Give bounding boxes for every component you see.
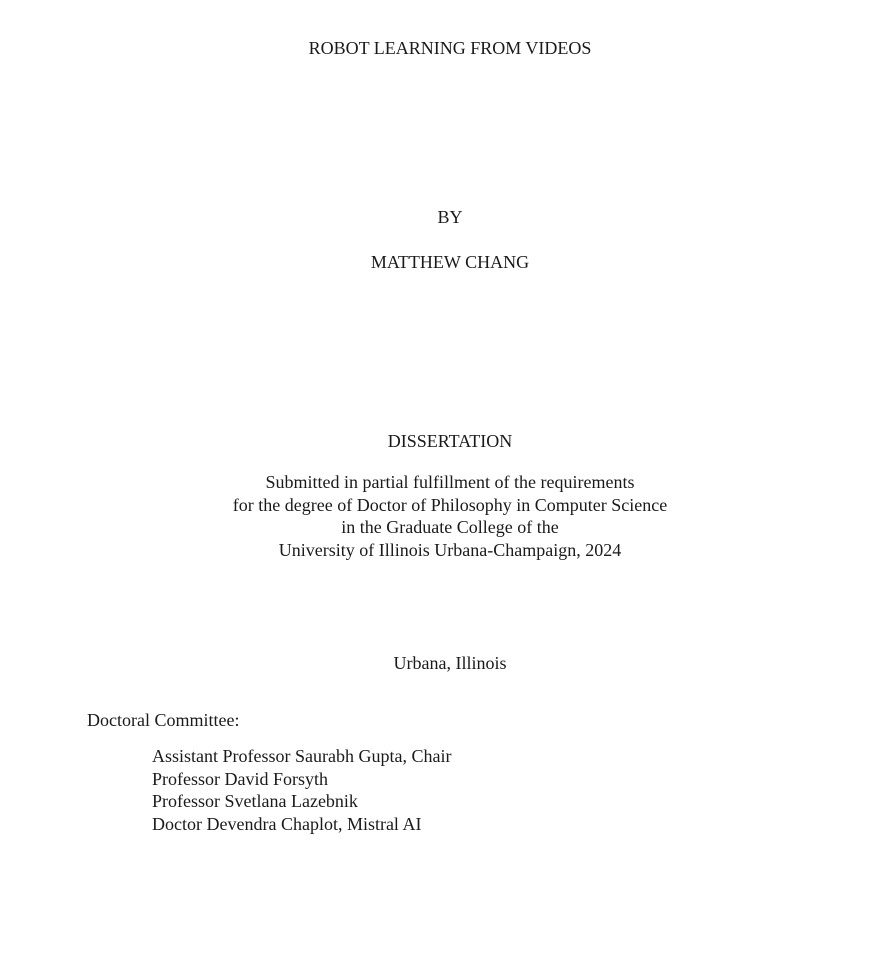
author-name: MATTHEW CHANG xyxy=(370,252,530,272)
place: Urbana, Illinois xyxy=(393,653,507,673)
submission-line: Submitted in partial fulfillment of the requirements xyxy=(265,472,635,492)
submission-statement xyxy=(0,471,890,562)
document-type: DISSERTATION xyxy=(387,431,513,451)
committee-member: Professor Svetlana Lazebnik xyxy=(152,791,358,812)
by-label: BY xyxy=(437,207,463,227)
committee-list xyxy=(152,745,451,836)
committee-heading: Doctoral Committee: xyxy=(87,710,240,730)
committee-member: Assistant Professor Saurabh Gupta, Chair xyxy=(152,746,452,766)
submission-line: for the degree of Doctor of Philosophy in Computer Science xyxy=(232,494,668,515)
submission-line: University of Illinois Urbana-Champaign, 2024 xyxy=(278,540,622,561)
submission-line: in the Graduate College of the xyxy=(341,517,559,538)
dissertation-title: ROBOT LEARNING FROM VIDEOS xyxy=(308,38,592,58)
committee-member: Doctor Devendra Chaplot, Mistral AI xyxy=(152,814,422,835)
committee-member: Professor David Forsyth xyxy=(152,768,328,789)
